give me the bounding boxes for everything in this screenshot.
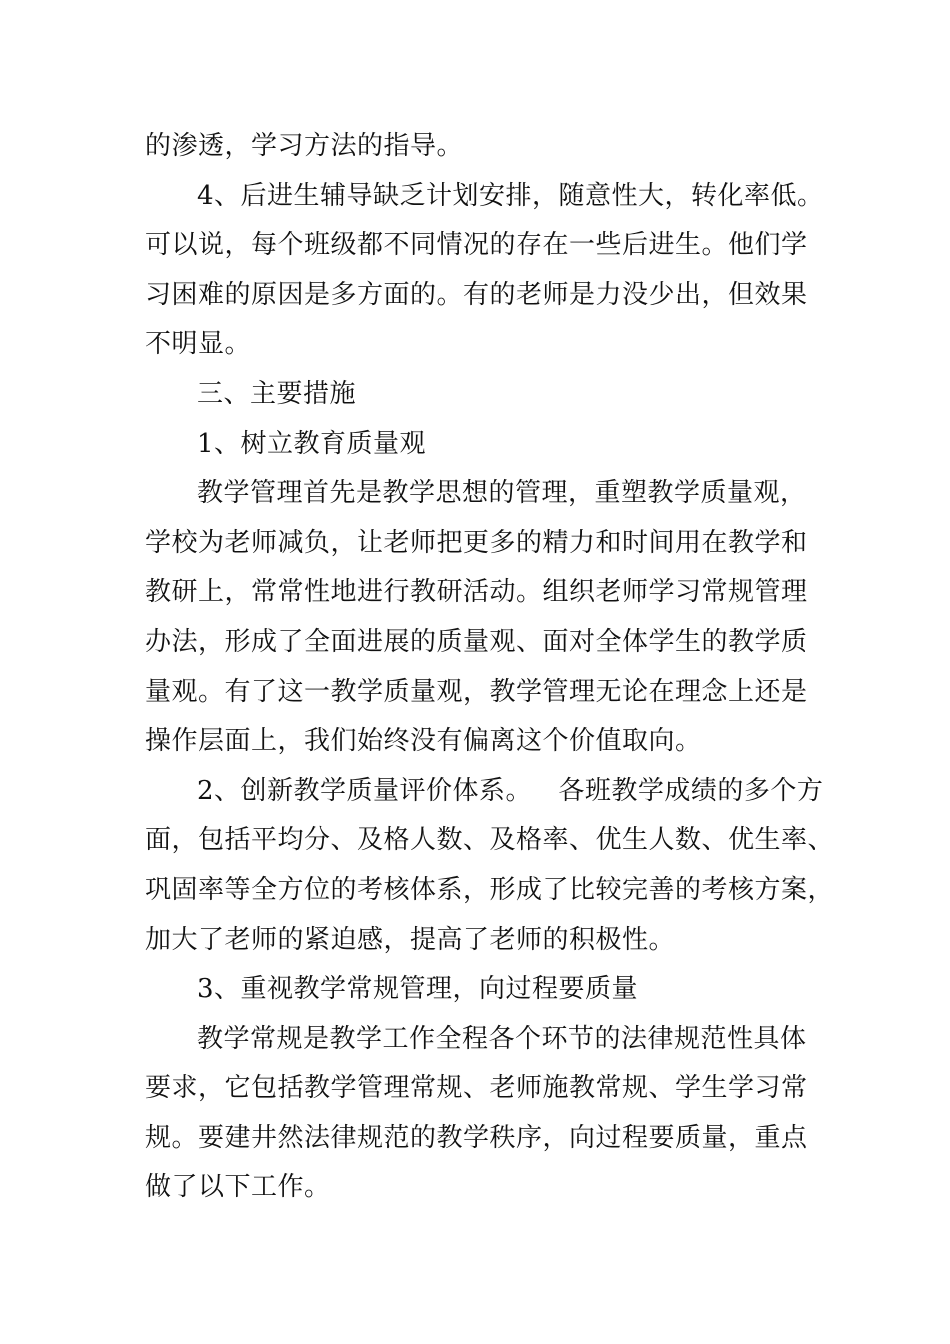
text-line: 学校为老师减负，让老师把更多的精力和时间用在教学和 [145,527,808,558]
text-line: 要求，它包括教学管理常规、老师施教常规、学生学习常 [145,1073,808,1104]
section-heading: 三、主要措施 [197,378,357,409]
text-line: 教学常规是教学工作全程各个环节的法律规范性具体 [197,1023,807,1054]
document-body [145,122,835,1213]
text-line: 规。要建井然法律规范的教学秩序，向过程要质量，重点 [145,1122,808,1153]
text-line: 4、后进生辅导缺乏计划安排，随意性大，转化率低。 [197,180,824,211]
text-line: 可以说，每个班级都不同情况的存在一些后进生。他们学 [145,230,808,261]
text-line: 做了以下工作。 [145,1172,331,1203]
text-line: 习困难的原因是多方面的。有的老师是力没少出，但效果 [145,279,808,310]
text-line: 不明显。 [145,329,252,360]
subsection-heading: 1、树立教育质量观 [197,428,427,459]
subsection-heading: 3、重视教学常规管理，向过程要质量 [197,974,639,1005]
text-line: 面，包括平均分、及格人数、及格率、优生人数、优生率、 [145,825,835,856]
text-line: 办法，形成了全面进展的质量观、面对全体学生的教学质 [145,626,808,657]
text-line: 的渗透，学习方法的指导。 [145,131,464,161]
text-line: 操作层面上，我们始终没有偏离这个价值取向。 [145,726,702,757]
text-line: 教研上，常常性地进行教研活动。组织老师学习常规管理 [145,577,808,608]
text-line: 量观。有了这一教学质量观，教学管理无论在理念上还是 [145,676,808,707]
text-line: 2、创新教学质量评价体系。 各班教学成绩的多个方 [197,775,824,806]
text-line: 巩固率等全方位的考核体系，形成了比较完善的考核方案， [145,874,835,905]
text-line: 教学管理首先是教学思想的管理，重塑教学质量观， [197,478,807,509]
text-line: 加大了老师的紧迫感，提高了老师的积极性。 [145,924,676,955]
